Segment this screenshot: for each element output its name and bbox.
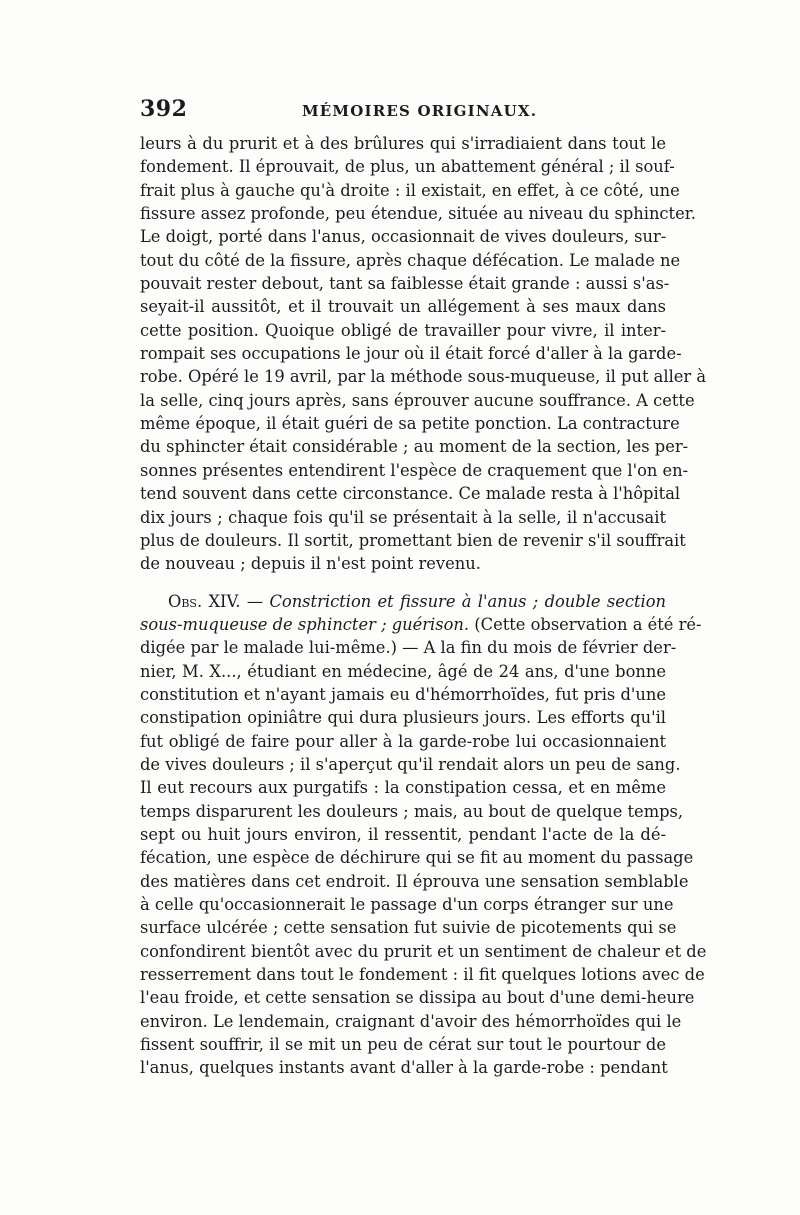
observation-xiv xyxy=(140,590,707,1080)
text-line: temps disparurent les douleurs ; mais, au bout de quelque temps, xyxy=(140,801,684,821)
text-line: plus de douleurs. Il sortit, promettant bien de revenir s'il souffrait xyxy=(140,530,686,550)
text-line: de nouveau ; depuis il n'est point revenu. xyxy=(140,554,481,574)
observation-title: Constriction et fissure à l'anus ; double section xyxy=(269,591,666,611)
text-line: tout du côté de la fissure, après chaque défécation. Le malade ne xyxy=(140,250,681,270)
text-line: l'eau froide, et cette sensation se dissipa au bout d'une demi-heure xyxy=(140,988,695,1008)
text-line: à celle qu'occasionnerait le passage d'un corps étranger sur une xyxy=(140,895,674,914)
text-line: digée par le malade lui-même.) — A la fin du mois de février der- xyxy=(140,638,677,658)
text-line: constitution et n'ayant jamais eu d'hémorrhoïdes, fut pris d'une xyxy=(140,684,666,704)
text-line: Il eut recours aux purgatifs : la constipation cessa, et en même xyxy=(140,778,666,798)
text-line: sept ou huit jours environ, il ressentit, pendant l'acte de la dé- xyxy=(140,824,666,844)
text-line: la selle, cinq jours après, sans éprouver aucune souffrance. A cette xyxy=(140,390,695,410)
observation-label: Obs. xyxy=(168,591,203,611)
text-line: tend souvent dans cette circonstance. Ce malade resta à l'hôpital xyxy=(140,484,681,504)
observation-title-continued: sous-muqueuse de sphincter ; guérison. xyxy=(140,614,470,634)
text-line: de vives douleurs ; il s'aperçut qu'il rendait alors un peu de sang. xyxy=(140,754,681,774)
text-line: environ. Le lendemain, craignant d'avoir des hémorrhoïdes qui le xyxy=(140,1011,682,1031)
observation-note: (Cette observation a été ré- xyxy=(469,614,702,634)
observation-number: XIV. — xyxy=(202,591,270,611)
text-line: dix jours ; chaque fois qu'il se présentait à la selle, il n'accusait xyxy=(140,507,666,527)
text-line: constipation opiniâtre qui dura plusieurs jours. Les efforts qu'il xyxy=(140,708,666,728)
text-line: frait plus à gauche qu'à droite : il existait, en effet, à ce côté, une xyxy=(140,180,680,200)
running-title: MÉMOIRES ORIGINAUX. xyxy=(302,102,538,120)
text-line: du sphincter était considérable ; au moment de la section, les per- xyxy=(140,437,689,457)
text-line: fut obligé de faire pour aller à la garde-robe lui occasionnaient xyxy=(140,731,666,751)
text-line: fissure assez profonde, peu étendue, située au niveau du sphincter. xyxy=(140,204,696,224)
text-line: Le doigt, porté dans l'anus, occasionnait de vives douleurs, sur- xyxy=(140,227,667,247)
text-line: leurs à du prurit et à des brûlures qui s'irradiaient dans tout le xyxy=(140,134,666,153)
text-line: resserrement dans tout le fondement : il fit quelques lotions avec de xyxy=(140,965,705,985)
running-head xyxy=(140,96,668,124)
text-line: cette position. Quoique obligé de travailler pour vivre, il inter- xyxy=(140,320,666,340)
text-line: des matières dans cet endroit. Il éprouva une sensation semblable xyxy=(140,871,689,891)
observation-heading-line-2 xyxy=(140,613,702,636)
text-line: fissent souffrir, il se mit un peu de cérat sur tout le pourtour de xyxy=(140,1035,666,1055)
text-line: pouvait rester debout, tant sa faiblesse était grande : aussi s'as- xyxy=(140,274,670,294)
paragraph-gap xyxy=(140,576,666,590)
paragraph-1 xyxy=(140,132,707,576)
text-line: sonnes présentes entendirent l'espèce de craquement que l'on en- xyxy=(140,460,689,480)
text-line: l'anus, quelques instants avant d'aller à la garde-robe : pendant xyxy=(140,1058,668,1078)
text-line: nier, M. X..., étudiant en médecine, âgé de 24 ans, d'une bonne xyxy=(140,661,666,681)
text-line: même époque, il était guéri de sa petite ponction. La contracture xyxy=(140,414,680,434)
text-line: surface ulcérée ; cette sensation fut suivie de picotements qui se xyxy=(140,918,677,938)
text-line: seyait-il aussitôt, et il trouvait un allégement à ses maux dans xyxy=(140,297,666,317)
body-text xyxy=(140,132,707,1080)
text-line: fécation, une espèce de déchirure qui se fit au moment du passage xyxy=(140,848,694,868)
text-line: robe. Opéré le 19 avril, par la méthode sous-muqueuse, il put aller à xyxy=(140,367,707,387)
text-line: fondement. Il éprouvait, de plus, un abattement général ; il souf- xyxy=(140,157,675,177)
text-line: rompait ses occupations le jour où il était forcé d'aller à la garde- xyxy=(140,344,682,364)
observation-heading-line xyxy=(140,590,666,613)
text-line: confondirent bientôt avec du prurit et un sentiment de chaleur et de xyxy=(140,941,707,961)
page-number: 392 xyxy=(140,96,188,122)
